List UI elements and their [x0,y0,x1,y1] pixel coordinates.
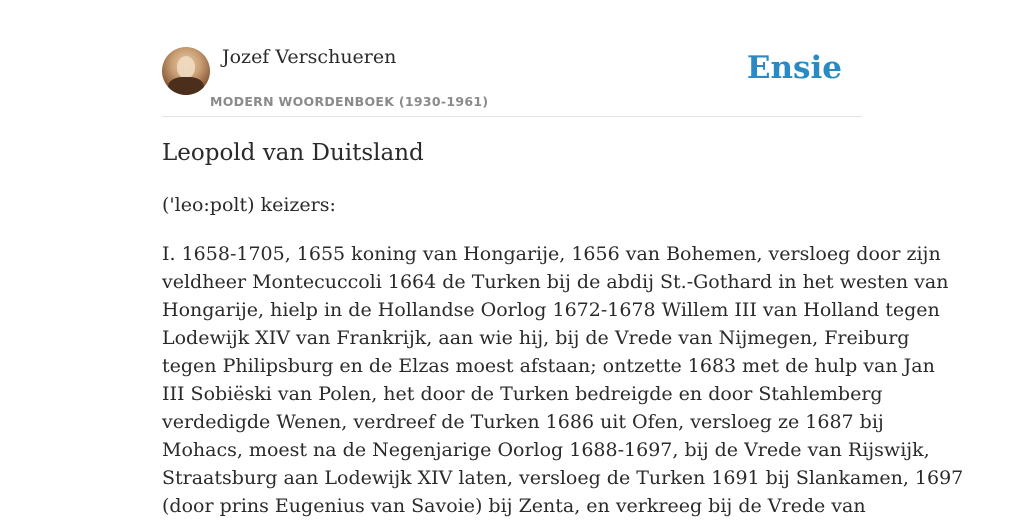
body-line: Straatsburg aan Lodewijk XIV laten, versloeg de Turken 1691 bij Slankamen, 1697 [162,467,964,489]
article-body [162,240,964,520]
header [162,0,862,117]
page [162,0,964,517]
source-label[interactable]: MODERN WOORDENBOEK (1930-1961) [210,94,489,109]
body-line: veldheer Montecuccoli 1664 de Turken bij de abdij St.-Gothard in het westen van [162,271,949,293]
body-line: III Sobiëski van Polen, het door de Turken bedreigde en door Stahlemberg [162,383,883,405]
avatar[interactable] [162,47,210,95]
body-line: I. 1658-1705, 1655 koning van Hongarije, 1656 van Bohemen, versloeg door zijn [162,243,941,265]
body-line: Mohacs, moest na de Negenjarige Oorlog 1688-1697, bij de Vrede van Rijswijk, [162,439,930,461]
body-line: Lodewijk XIV van Frankrijk, aan wie hij, bij de Vrede van Nijmegen, Freiburg [162,327,910,349]
article-title: Leopold van Duitsland [162,140,424,166]
author-name[interactable]: Jozef Verschueren [222,46,397,68]
ensie-logo[interactable]: Ensie [746,50,842,86]
pronunciation: ('leo:polt) keizers: [162,194,336,216]
body-line: verdedigde Wenen, verdreef de Turken 1686 uit Ofen, versloeg ze 1687 bij [162,411,884,433]
body-line: tegen Philipsburg en de Elzas moest afstaan; ontzette 1683 met de hulp van Jan [162,355,935,377]
body-line: (door prins Eugenius van Savoie) bij Zenta, en verkreeg bij de Vrede van [162,495,866,517]
avatar-coat [168,77,204,95]
body-line: Hongarije, hielp in de Hollandse Oorlog 1672-1678 Willem III van Holland tegen [162,299,940,321]
avatar-face [177,56,195,78]
